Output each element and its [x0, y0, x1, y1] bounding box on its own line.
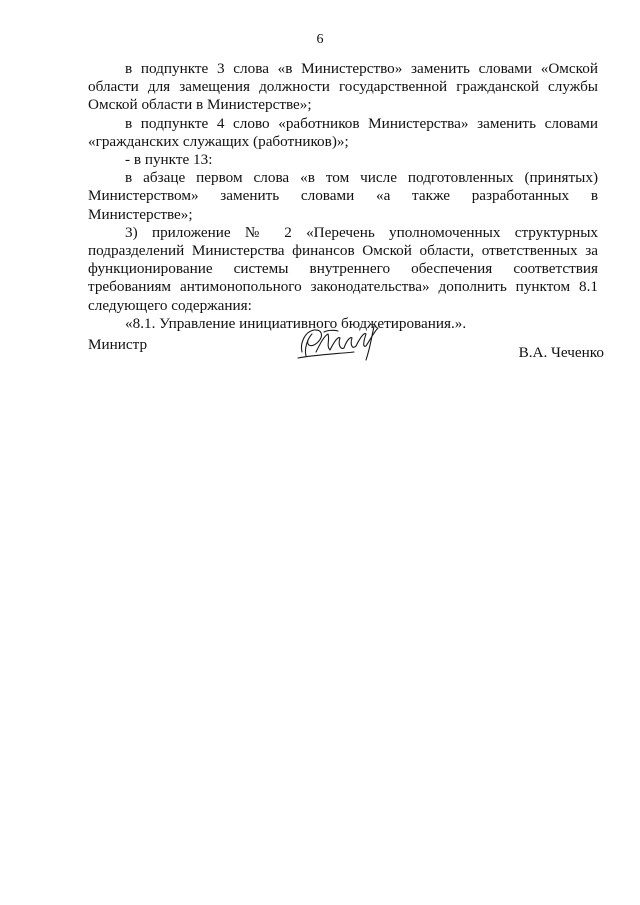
paragraph-first-abzac: в абзаце первом слова «в том числе подготовленных (принятых) Министерством» заменить словами «а также разработанных в Министерстве»;: [88, 169, 598, 223]
page-number: 6: [316, 32, 324, 47]
paragraph-appendix-2: 3) приложение № 2 «Перечень уполномоченных структурных подразделений Министерства финансов Омской области, ответственных за функционирование системы внутреннего обеспечения соответствия требованиям антимонопольного законодательства» дополнить пунктом 8.1 следующего содержания:: [88, 223, 598, 314]
paragraph-subpoint-4: в подпункте 4 слово «работников Министерства» заменить словами «гражданских служащих (работников)»;: [88, 114, 598, 150]
signer-name: В.А. Чеченко: [518, 344, 604, 361]
document-body: [88, 60, 598, 333]
paragraph-item-8-1: «8.1. Управление инициативного бюджетирования.».: [125, 314, 467, 332]
signer-title: Министр: [88, 336, 148, 353]
paragraph-point-13: - в пункте 13:: [125, 151, 213, 169]
handwritten-signature-icon: [294, 322, 386, 364]
signature-block: [88, 336, 604, 366]
paragraph-subpoint-3: в подпункте 3 слова «в Министерство» заменить словами «Омской области для замещения должности государственной гражданской службы Омской области в Министерстве»;: [88, 60, 598, 114]
